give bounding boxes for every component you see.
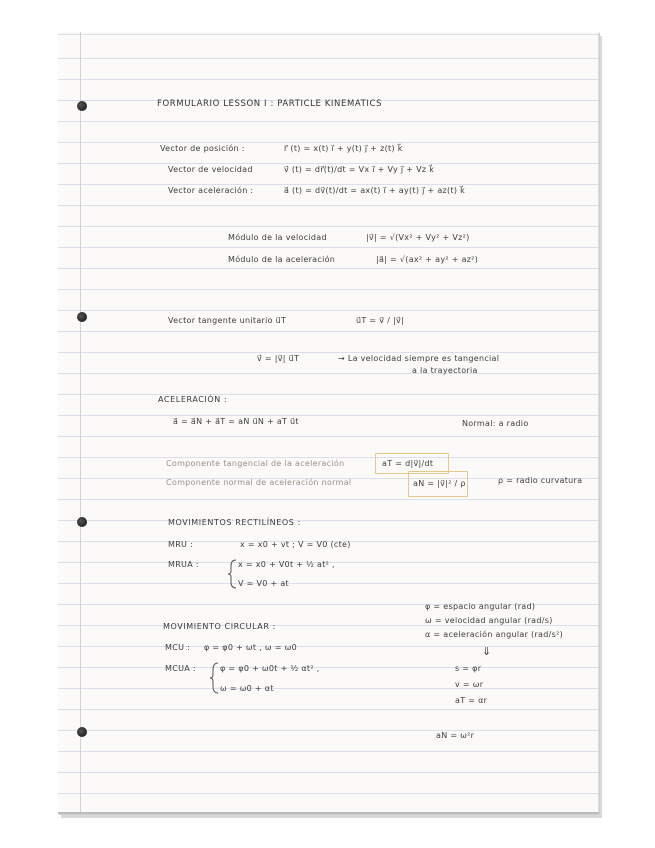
- margin-line: [80, 32, 81, 812]
- mcu-label: MCU :: [165, 643, 191, 652]
- aceleracion-heading: ACELERACIÓN :: [158, 395, 228, 404]
- down-arrow-icon: ⇓: [482, 645, 492, 658]
- angular-def: φ = espacio angular (rad): [425, 602, 536, 611]
- tangent-note-2: a la trayectoria: [412, 366, 478, 375]
- acceleration-formula: a⃗ (t) = dv⃗(t)/dt = ax(t) i⃗ + ay(t) j⃗ + az(t) k⃗: [284, 186, 466, 195]
- mcu-formula: φ = φ0 + ωt , ω = ω0: [204, 643, 297, 652]
- acceleration-module-label: Módulo de la aceleración: [228, 255, 336, 264]
- acceleration-label: Vector aceleración :: [168, 186, 254, 195]
- tangent-label: Vector tangente unitario u⃗T: [168, 316, 287, 325]
- angular-def: α = aceleración angular (rad/s²): [425, 630, 564, 639]
- binder-hole: [77, 517, 87, 527]
- tangential-component-formula: aT = d|v⃗|/dt: [382, 459, 434, 468]
- mru-label: MRU :: [168, 540, 194, 549]
- page-title: FORMULARIO LESSON I : PARTICLE KINEMATICS: [157, 99, 383, 109]
- velocity-formula: v⃗ (t) = dr⃗(t)/dt = Vx i⃗ + Vy j⃗ + Vz k⃗: [284, 165, 435, 174]
- normal-accel-relation: aN = ω²r: [436, 731, 475, 740]
- aceleracion-formula: a⃗ = a⃗N + a⃗T = aN u⃗N + aT u⃗t: [173, 417, 299, 426]
- position-label: Vector de posición :: [160, 144, 245, 153]
- tangent-formula: u⃗T = v⃗ / |v⃗|: [356, 316, 404, 325]
- binder-hole: [77, 727, 87, 737]
- mcua-line-1: φ = φ0 + ω0t + ½ αt² ,: [220, 664, 320, 673]
- binder-hole: [77, 312, 87, 322]
- tangential-component-label: Componente tangencial de la aceleración: [166, 459, 345, 468]
- speed-module-formula: |v⃗| = √(Vx² + Vy² + Vz²): [366, 233, 470, 242]
- velocity-relation: v⃗ = |v⃗| u⃗T: [257, 354, 300, 363]
- rectilinear-heading: MOVIMIENTOS RECTILÍNEOS :: [168, 518, 301, 527]
- rho-note: ρ = radio curvatura: [498, 476, 583, 485]
- tangent-note-1: → La velocidad siempre es tangencial: [338, 354, 500, 363]
- speed-module-label: Módulo de la velocidad: [228, 233, 327, 242]
- binder-hole: [77, 101, 87, 111]
- arc-relation: s = φr: [455, 664, 482, 673]
- normal-component-label: Componente normal de aceleración normal: [166, 478, 352, 487]
- acceleration-module-formula: |a⃗| = √(ax² + ay² + az²): [376, 255, 479, 264]
- brace-icon: [228, 559, 238, 589]
- linear-speed-relation: v = ωr: [455, 680, 484, 689]
- mrua-line-1: x = x0 + V0t + ½ at² ,: [238, 560, 335, 569]
- tangential-accel-relation: aT = αr: [455, 696, 488, 705]
- brace-icon: [210, 662, 220, 694]
- velocity-label: Vector de velocidad: [168, 165, 253, 174]
- mrua-line-2: V = V0 + at: [238, 579, 289, 588]
- angular-def: ω = velocidad angular (rad/s): [425, 616, 553, 625]
- normal-component-formula: aN = |v⃗|² / ρ: [413, 479, 466, 488]
- mcua-label: MCUA :: [165, 664, 196, 673]
- mru-formula: x = x0 + vt ; V = V0 (cte): [240, 540, 351, 549]
- position-formula: r⃗ (t) = x(t) i⃗ + y(t) j⃗ + z(t) k⃗: [284, 144, 403, 153]
- mrua-label: MRUA :: [168, 560, 199, 569]
- mcua-line-2: ω = ω0 + αt: [220, 684, 274, 693]
- circular-heading: MOVIMIENTO CIRCULAR :: [163, 622, 276, 631]
- normal-note: Normal: a radio: [462, 419, 529, 428]
